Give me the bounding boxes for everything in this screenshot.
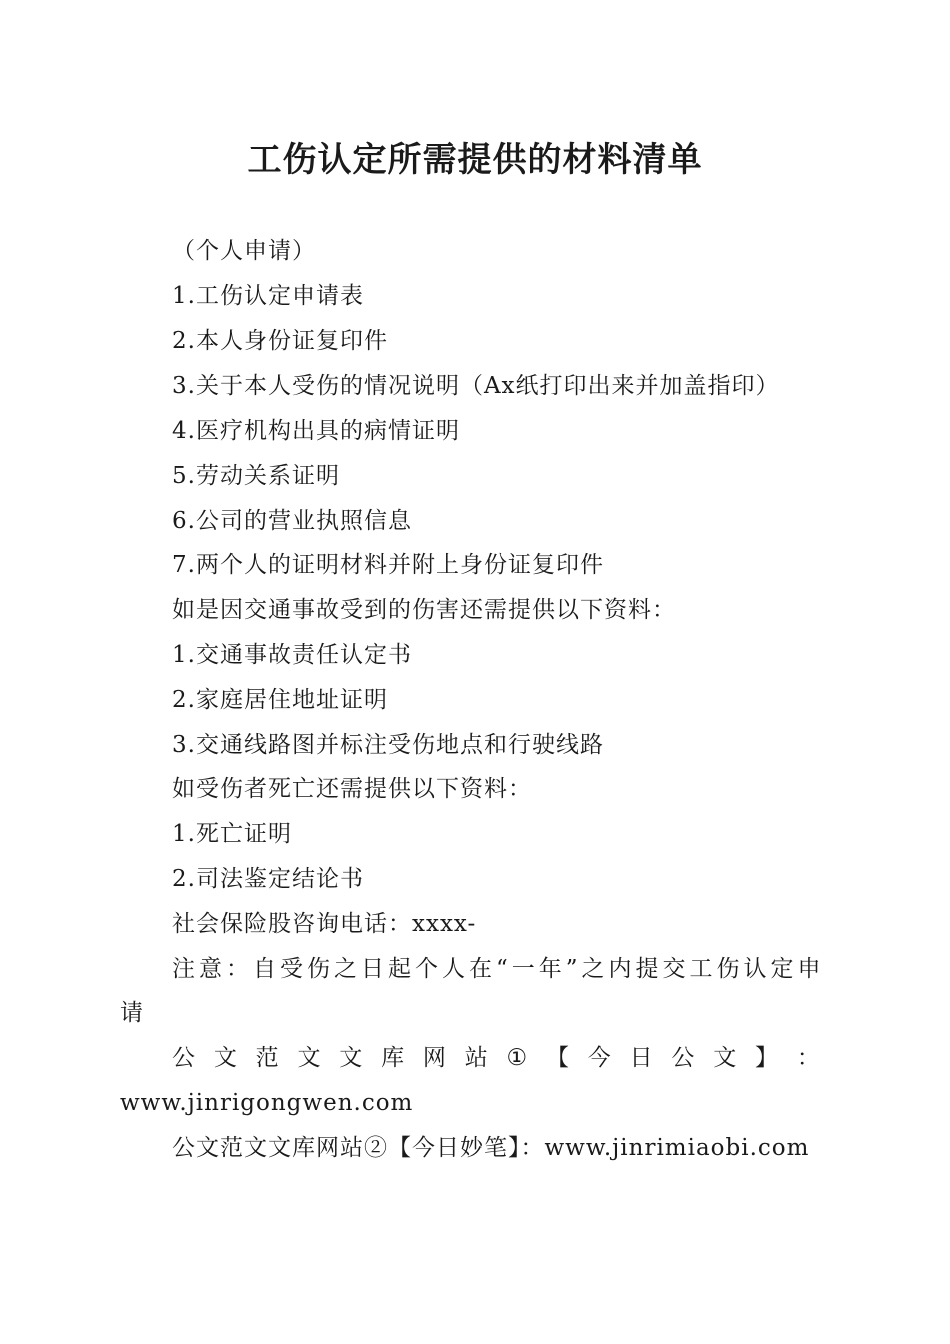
site2-line: 公文范文文库网站②【今日妙笔】：www.jinrimiaobi.com <box>172 1135 810 1161</box>
list-item: 6.公司的营业执照信息 <box>172 508 412 534</box>
note-line: 注意：自受伤之日起个人在“一年”之内提交工伤认定申 <box>172 956 825 982</box>
site1-char: 公 <box>172 1045 195 1071</box>
site1-url: www.jinrigongwen.com <box>120 1090 414 1116</box>
site1-char: 今 <box>587 1045 611 1071</box>
traffic-heading: 如是因交通事故受到的伤害还需提供以下资料： <box>172 597 676 623</box>
site1-char: 库 <box>381 1045 405 1071</box>
site1-char: 日 <box>629 1045 653 1071</box>
list-item: 3.交通线路图并标注受伤地点和行驶线路 <box>172 732 604 758</box>
list-item: 2.司法鉴定结论书 <box>172 866 364 892</box>
list-item: 1.交通事故责任认定书 <box>172 642 412 668</box>
list-item: 4.医疗机构出具的病情证明 <box>172 418 460 444</box>
site1-char: 【 <box>545 1045 569 1071</box>
section-personal-label: （个人申请） <box>172 238 316 264</box>
site1-char: 范 <box>255 1045 279 1071</box>
list-item: 2.本人身份证复印件 <box>172 328 388 354</box>
site1-char: 网 <box>422 1045 446 1071</box>
list-item: 3.关于本人受伤的情况说明（Ax纸打印出来并加盖指印） <box>172 373 780 399</box>
site1-line <box>172 1043 820 1073</box>
note-line-continued: 请 <box>120 1000 144 1026</box>
site1-char: 站 <box>464 1045 488 1071</box>
list-item: 2.家庭居住地址证明 <box>172 687 388 713</box>
document-title: 工伤认定所需提供的材料清单 <box>247 140 703 180</box>
death-heading: 如受伤者死亡还需提供以下资料： <box>172 776 532 802</box>
site1-char: 文 <box>713 1045 737 1071</box>
site1-char: ① <box>506 1045 528 1071</box>
list-item: 5.劳动关系证明 <box>172 463 340 489</box>
site1-char: 】 <box>755 1045 778 1071</box>
site1-char: 文 <box>297 1045 321 1071</box>
list-item: 7.两个人的证明材料并附上身份证复印件 <box>172 552 604 578</box>
site1-char: ： <box>796 1045 820 1071</box>
list-item: 1.工伤认定申请表 <box>172 283 364 309</box>
site1-char: 文 <box>339 1045 363 1071</box>
site1-char: 公 <box>671 1045 695 1071</box>
site1-char: 文 <box>213 1045 237 1071</box>
phone-line: 社会保险股咨询电话：xxxx- <box>172 911 477 937</box>
list-item: 1.死亡证明 <box>172 821 292 847</box>
